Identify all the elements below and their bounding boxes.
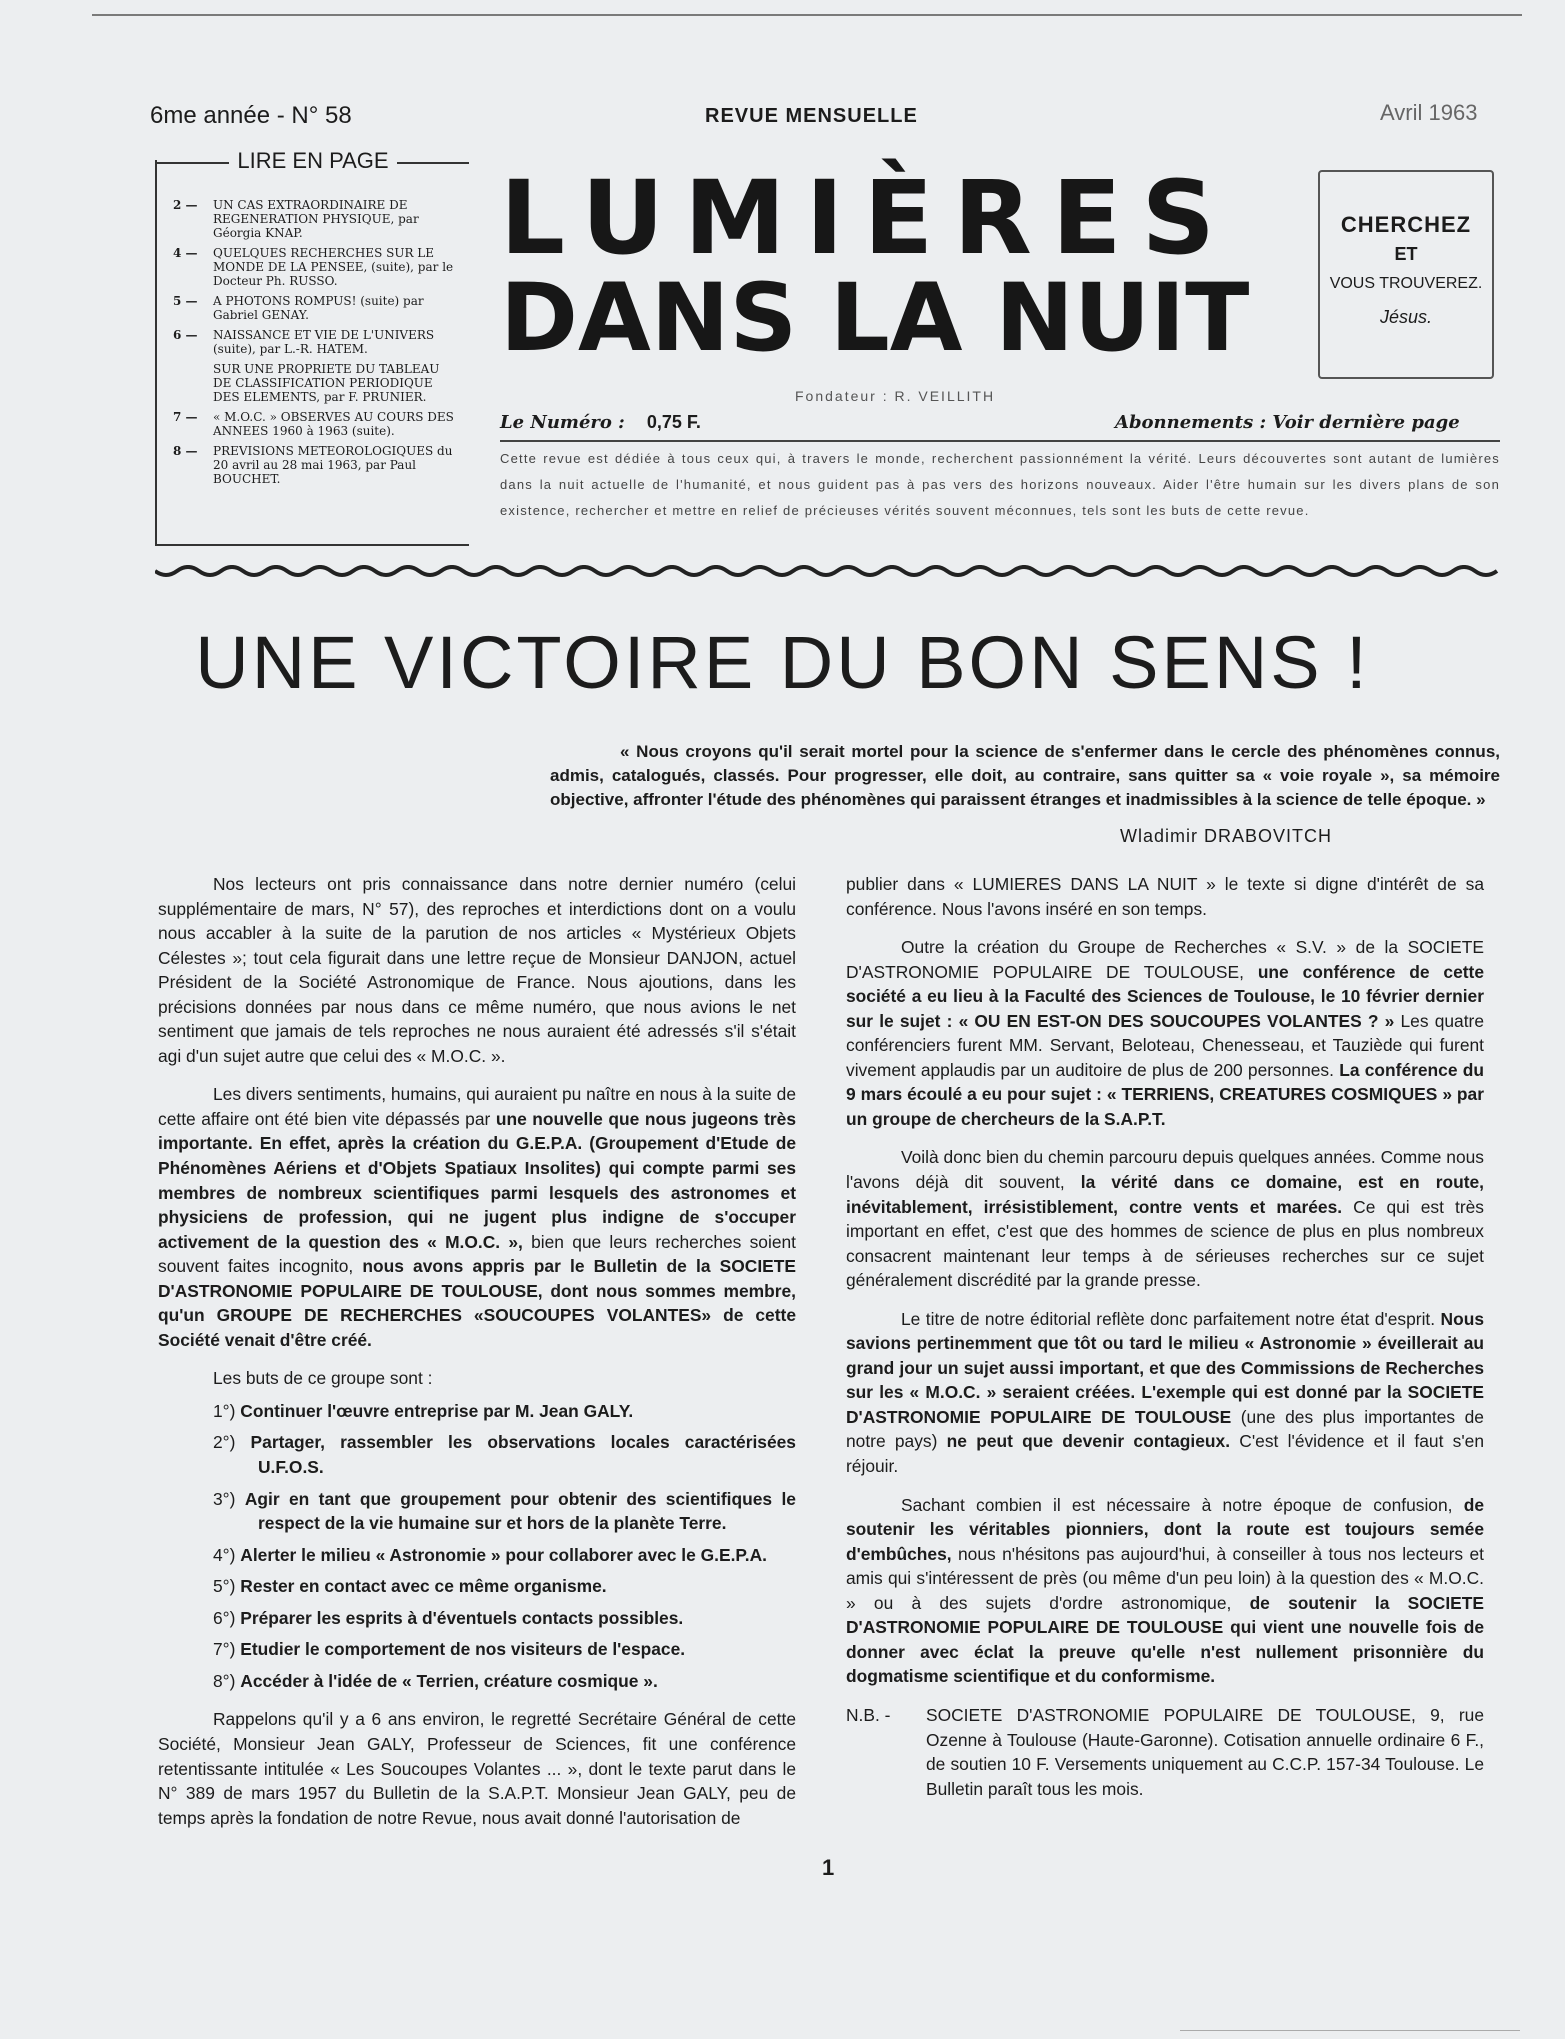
nota-bene: N.B. - SOCIETE D'ASTRONOMIE POPULAIRE DE TOULOUSE, 9, rue Ozenne à Toulouse (Haute-Garonne). Cotisation annuelle ordinaire 6 F., de soutien 10 F. Versements uniquement au C.C.P. 157-34 Toulouse. Le Bulletin paraît tous les mois. — [846, 1704, 1484, 1799]
list-item: 1°) Continuer l'œuvre entreprise par M. Jean GALY. — [213, 1400, 634, 1421]
motto-line: VOUS TROUVEREZ. — [1329, 275, 1483, 292]
toc-item: 8 — PREVISIONS METEOROLOGIQUES du 20 avril au 28 mai 1963, par Paul BOUCHET. — [173, 444, 453, 486]
toc-title: LIRE EN PAGE — [157, 148, 469, 174]
paragraph: Rappelons qu'il y a 6 ans environ, le regretté Secrétaire Général de cette Société, Monsieur Jean GALY, Professeur de Sciences, fit une conférence retentissante intitulée « Les Soucoupes Volantes ... », dont le texte parut dans le N° 389 de mars 1957 du Bulletin de la S.A.P.T. Monsieur Jean GALY, peu de temps après la fondation de notre Revue, nous avait donné l'autorisation de — [158, 1709, 796, 1828]
article-column-right — [846, 872, 1484, 1815]
toc-item: 6 — NAISSANCE ET VIE DE L'UNIVERS (suite), par L.-R. HATEM. — [173, 328, 435, 356]
toc-item: 5 — A PHOTONS ROMPUS! (suite) par Gabriel GENAY. — [173, 294, 424, 322]
motto-line: CHERCHEZ — [1340, 212, 1472, 237]
bottom-rule — [1180, 2030, 1520, 2031]
table-of-contents — [155, 148, 469, 546]
paragraph: publier dans « LUMIERES DANS LA NUIT » le texte si digne d'intérêt de sa conférence. Nous l'avons inséré en son temps. — [846, 874, 1484, 919]
toc-item: 4 — QUELQUES RECHERCHES SUR LE MONDE DE LA PENSEE, (suite), par le Docteur Ph. RUSSO. — [173, 246, 454, 288]
list-item: 2°) Partager, rassembler les observations locales caractérisées U.F.O.S. — [213, 1432, 796, 1478]
list-item: 4°) Alerter le milieu « Astronomie » pour collaborer avec le G.E.P.A. — [213, 1544, 768, 1565]
epigraph-quote: « Nous croyons qu'il serait mortel pour la science de s'enfermer dans le cercle des phénomènes connus, admis, catalogués, classés. Pour progresser, elle doit, au contraire, sans quitter sa « voie royale », sa mémoire objective, affronter l'étude des phénomènes qui paraissent étranges et inadmissibles à la science de telle époque. » — [550, 742, 1500, 809]
list-item: 8°) Accéder à l'idée de « Terrien, créature cosmique ». — [213, 1670, 658, 1691]
toc-item: 7 — « M.O.C. » OBSERVES AU COURS DES ANNEES 1960 à 1963 (suite). — [173, 410, 454, 438]
goals-list — [158, 1399, 796, 1693]
paragraph: Outre la création du Groupe de Recherches « S.V. » de la SOCIETE D'ASTRONOMIE POPULAIRE DE TOULOUSE, une conférence de cette société a eu lieu à la Faculté des Sciences de Toulouse, le 10 février dernier sur le sujet : « OU EN EST-ON DES SOUCOUPES VOLANTES ? » Les quatre conférenciers furent MM. Servant, Beloteau, Chenesseau, et Tauziède qui furent vivement applaudis par un auditoire de plus de 200 personnes. La conférence du 9 mars écoulé a eu pour sujet : « TERRIENS, CREATURES COSMIQUES » par un groupe de chercheurs de la S.A.P.T. — [846, 937, 1485, 1129]
paragraph: Voilà donc bien du chemin parcouru depuis quelques années. Comme nous l'avons déjà dit souvent, la vérité dans ce domaine, est en route, inévitablement, irrésistiblement, contre vents et marées. Ce qui est très important en effet, c'est que des hommes de science de plus en plus nombreux consacrent maintenant leur temps à de sérieuses recherches sur ce sujet généralement discrédité par la grande presse. — [846, 1147, 1484, 1291]
list-item: 5°) Rester en contact avec ce même organisme. — [213, 1576, 607, 1597]
paragraph: Sachant combien il est nécessaire à notre époque de confusion, de soutenir les véritables pionniers, dont la route est toujours semée d'embûches, nous n'hésitons pas aujourd'hui, à conseiller à tous nos lecteurs et amis qui s'intéressent de près (ou même d'un peu loin) à la question des « M.O.C. » ou à des sujets d'ordre astronomique, de soutenir la SOCIETE D'ASTRONOMIE POPULAIRE DE TOULOUSE qui vient une nouvelle fois de donner avec éclat la preuve qu'elle n'est nullement prisonnière du dogmatisme scientifique et du conformisme. — [846, 1494, 1484, 1687]
revue-label: REVUE MENSUELLE — [705, 105, 918, 127]
motto-attribution: Jésus. — [1379, 307, 1433, 327]
masthead-title-line2: DANS LA NUIT — [500, 264, 1250, 373]
paragraph: Nos lecteurs ont pris connaissance dans notre dernier numéro (celui supplémentaire de mars, N° 57), des reproches et interdictions dont on a voulu nous accabler à la suite de la parution de nos articles « Mystérieux Objets Célestes »; tout cela figurait dans une lettre reçue de Monsieur DANJON, actuel Président de la Société Astronomique de France. Nous ajoutions, dans les précisions données par nous dans ce même numéro, que nous avions le net sentiment que jamais de tels reproches ne nous auraient été adressés s'il s'était agi d'un sujet autre que celui des « M.O.C. ». — [158, 874, 796, 1066]
toc-item: 2 — UN CAS EXTRAORDINAIRE DE REGENERATION PHYSIQUE, par Géorgia KNAP. — [173, 198, 419, 240]
top-rule — [92, 14, 1522, 16]
dedication-text: Cette revue est dédiée à tous ceux qui, à travers le monde, recherchent passionnément la vérité. Leurs découvertes sont autant de lumières dans la nuit actuelle de l'humanité, et nous guident pas à pas vers des horizons nouveaux. Aider l'être humain sur les divers plans de son existence, rechercher et mettre en relief de précieuses vérités souvent méconnues, tels sont les buts de cette revue. — [500, 451, 1500, 518]
list-item: 7°) Etudier le comportement de nos visiteurs de l'espace. — [213, 1639, 686, 1660]
page-number: 1 — [822, 1855, 835, 1880]
paragraph: Les divers sentiments, humains, qui auraient pu naître en nous à la suite de cette affaire ont été bien vite dépassés par une nouvelle que nous jugeons très importante. En effet, après la création du G.E.P.A. (Groupement d'Etude de Phénomènes Aériens et d'Objets Spatiaux Insolites) qui compte parmi ses membres de nombreux scientifiques parmi lesquels des astronomes et physiciens de profession, qui ne jugent plus indigne de s'occuper activement de la question des « M.O.C. », bien que leurs recherches soient souvent faites incognito, nous avons appris par le Bulletin de la SOCIETE D'ASTRONOMIE POPULAIRE DE TOULOUSE, dont nous sommes membre, qu'un GROUPE DE RECHERCHES «SOUCOUPES VOLANTES» de cette Société venait d'être créé. — [158, 1084, 796, 1350]
decorative-wave-divider — [155, 565, 1500, 581]
masthead-rule — [500, 440, 1500, 442]
list-item: 3°) Agir en tant que groupement pour obtenir des scientifiques le respect de la vie humaine sur et hors de la planète Terre. — [213, 1488, 796, 1534]
issue-date: Avril 1963 — [1380, 100, 1478, 125]
goals-intro: Les buts de ce groupe sont : — [213, 1368, 433, 1389]
masthead-title-line1: LUMIÈRES — [500, 159, 1235, 278]
motto-box — [1318, 170, 1494, 379]
article-column-left — [158, 872, 796, 1844]
founder-line: Fondateur : R. VEILLITH — [795, 388, 996, 404]
list-item: 6°) Préparer les esprits à d'éventuels contacts possibles. — [213, 1607, 684, 1628]
toc-item: SUR UNE PROPRIETE DU TABLEAU DE CLASSIFICATION PERIODIQUE DES ELEMENTS, par F. PRUNIER. — [213, 362, 440, 404]
toc-list — [173, 198, 458, 492]
epigraph-author: Wladimir DRABOVITCH — [1120, 826, 1333, 846]
article-headline: UNE VICTOIRE DU BON SENS ! — [195, 621, 1370, 704]
price: Le Numéro : 0,75 F. — [500, 412, 701, 433]
subscriptions-note: Abonnements : Voir dernière page — [1115, 412, 1460, 433]
paragraph: Le titre de notre éditorial reflète donc parfaitement notre état d'esprit. Nous savions pertinemment que tôt ou tard le milieu « Astronomie » éveillerait au grand jour un sujet aussi important, et que des Commissions de Recherches sur les « M.O.C. » seraient créées. L'exemple qui est donné par la SOCIETE D'ASTRONOMIE POPULAIRE DE TOULOUSE (une des plus importantes de notre pays) ne peut que devenir contagieux. C'est l'évidence et il faut s'en réjouir. — [846, 1308, 1485, 1477]
motto-line: ET — [1394, 244, 1418, 264]
edition-number: 6me année - N° 58 — [150, 102, 352, 129]
